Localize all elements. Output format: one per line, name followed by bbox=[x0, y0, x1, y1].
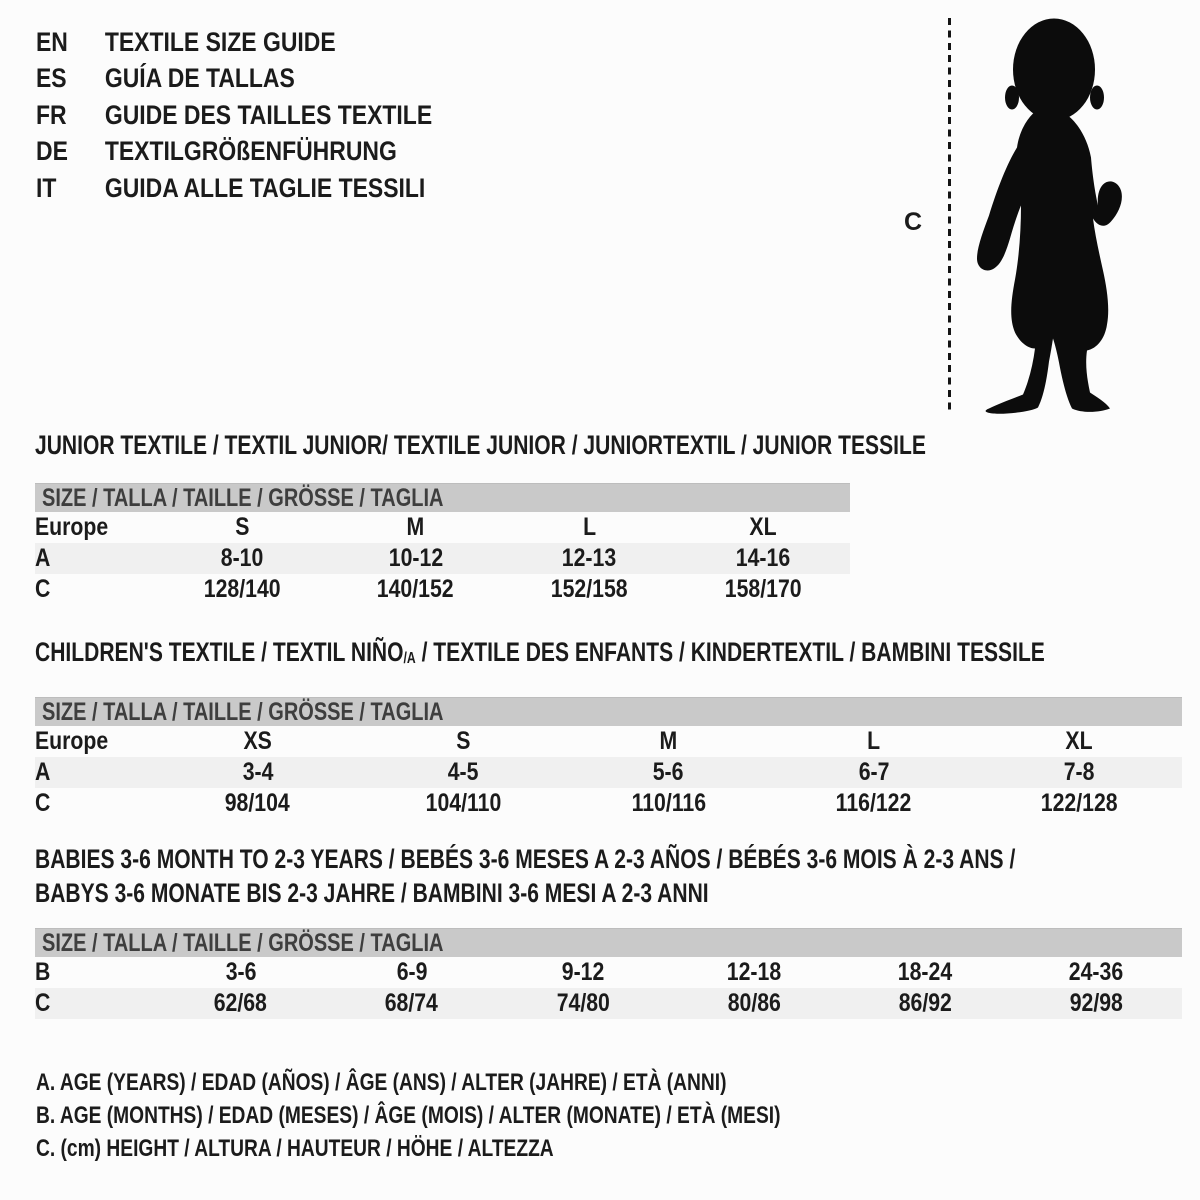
size-cell: 18-24 bbox=[898, 958, 953, 986]
section-title: JUNIOR TEXTILE / TEXTIL JUNIOR/ TEXTILE JUNIOR / JUNIORTEXTIL / JUNIOR TESSILE bbox=[35, 430, 926, 460]
junior-size-table bbox=[35, 512, 850, 605]
language-label: GUÍA DE TALLAS bbox=[104, 63, 295, 94]
toddler-silhouette-image bbox=[973, 16, 1133, 414]
size-cell: 10-12 bbox=[388, 544, 443, 572]
size-header-bar bbox=[35, 928, 1182, 957]
table-row-height bbox=[35, 788, 1182, 819]
section-title-line2: BABYS 3-6 MONATE BIS 2-3 JAHRE / BAMBINI 3-6 MESI A 2-3 ANNI bbox=[35, 878, 709, 908]
size-cell: M bbox=[659, 727, 678, 756]
language-row-fr bbox=[36, 97, 432, 134]
legend-notes bbox=[36, 1066, 967, 1165]
size-cell: 152/158 bbox=[550, 575, 628, 603]
language-code: IT bbox=[36, 172, 57, 203]
language-label: GUIDA ALLE TAGLIE TESSILI bbox=[104, 172, 426, 203]
size-cell: 98/104 bbox=[225, 789, 291, 818]
title-part: / TEXTILE DES ENFANTS / KINDERTEXTIL / BAMBINI TESSILE bbox=[415, 637, 1045, 667]
size-cell: 12-18 bbox=[726, 958, 782, 986]
size-cell: 4-5 bbox=[447, 758, 479, 787]
babies-size-table bbox=[35, 957, 1182, 1019]
size-cell: L bbox=[582, 513, 596, 541]
size-cell: 140/152 bbox=[377, 575, 455, 603]
size-cell: 12-13 bbox=[562, 544, 617, 572]
row-label: A bbox=[35, 544, 51, 572]
section-title bbox=[35, 637, 1045, 674]
size-cell: XL bbox=[749, 513, 777, 541]
size-cell: 6-7 bbox=[858, 758, 890, 787]
language-row-es bbox=[36, 61, 432, 98]
size-cell: XL bbox=[1065, 727, 1093, 756]
size-cell: 80/86 bbox=[727, 989, 781, 1017]
size-cell: 7-8 bbox=[1063, 758, 1095, 787]
height-dashed-line bbox=[948, 18, 951, 415]
size-cell: 74/80 bbox=[556, 989, 610, 1017]
row-label: C bbox=[35, 789, 51, 818]
row-label: A bbox=[35, 758, 51, 787]
language-row-it bbox=[36, 170, 432, 207]
size-cell: 5-6 bbox=[653, 758, 684, 787]
table-row-height bbox=[35, 574, 850, 605]
language-row-de bbox=[36, 134, 432, 171]
size-header-bar bbox=[35, 697, 1182, 726]
row-label: B bbox=[35, 958, 51, 986]
row-label: Europe bbox=[35, 513, 109, 541]
note-height-cm: C. (cm) HEIGHT / ALTURA / HAUTEUR / HÖHE / ALTEZZA bbox=[36, 1135, 554, 1162]
language-row-en bbox=[36, 24, 432, 61]
table-row-age bbox=[35, 543, 850, 574]
toddler-silhouette-svg bbox=[973, 16, 1133, 414]
row-label: C bbox=[35, 989, 51, 1017]
section-junior-textile bbox=[35, 430, 926, 605]
language-label: GUIDE DES TAILLES TEXTILE bbox=[104, 99, 433, 130]
size-cell: M bbox=[406, 513, 425, 541]
size-cell: 14-16 bbox=[735, 544, 791, 572]
table-row-height bbox=[35, 988, 1182, 1019]
height-measure-label: C bbox=[904, 208, 923, 236]
size-header-label: SIZE / TALLA / TAILLE / GRÖSSE / TAGLIA bbox=[42, 697, 444, 726]
language-list bbox=[36, 24, 502, 207]
section-babies-textile bbox=[35, 842, 1182, 1019]
row-label: Europe bbox=[35, 727, 109, 756]
size-cell: 110/116 bbox=[631, 789, 706, 818]
size-cell: 24-36 bbox=[1069, 958, 1124, 986]
size-header-label: SIZE / TALLA / TAILLE / GRÖSSE / TAGLIA bbox=[42, 483, 444, 512]
language-label: TEXTILE SIZE GUIDE bbox=[104, 26, 336, 57]
size-cell: L bbox=[867, 727, 881, 756]
size-cell: 3-6 bbox=[225, 958, 256, 986]
row-label: C bbox=[35, 575, 51, 603]
table-row-europe bbox=[35, 726, 1182, 757]
language-code: ES bbox=[36, 63, 67, 94]
size-cell: 68/74 bbox=[385, 989, 439, 1017]
section-childrens-textile bbox=[35, 637, 1182, 819]
table-row-age bbox=[35, 757, 1182, 788]
language-code: DE bbox=[36, 136, 68, 167]
table-row-europe bbox=[35, 512, 850, 543]
children-size-table bbox=[35, 726, 1182, 819]
size-cell: 92/98 bbox=[1069, 989, 1123, 1017]
language-code: FR bbox=[36, 99, 67, 130]
size-cell: S bbox=[234, 513, 249, 541]
size-cell: 8-10 bbox=[220, 544, 264, 572]
language-label: TEXTILGRÖßENFÜHRUNG bbox=[104, 136, 397, 167]
section-title-line1: BABIES 3-6 MONTH TO 2-3 YEARS / BEBÉS 3-6 MESES A 2-3 AÑOS / BÉBÉS 3-6 MOIS À 2-3 ANS / bbox=[35, 844, 1016, 874]
title-subscript: /A bbox=[403, 650, 416, 668]
size-cell: 116/122 bbox=[836, 789, 912, 818]
size-cell: 6-9 bbox=[396, 958, 428, 986]
size-cell: 86/92 bbox=[898, 989, 952, 1017]
size-cell: S bbox=[455, 727, 471, 756]
size-cell: 158/170 bbox=[724, 575, 802, 603]
size-header-label: SIZE / TALLA / TAILLE / GRÖSSE / TAGLIA bbox=[42, 928, 444, 957]
size-cell: XS bbox=[243, 727, 272, 756]
size-cell: 128/140 bbox=[203, 575, 281, 603]
size-header-bar bbox=[35, 483, 850, 512]
size-cell: 3-4 bbox=[242, 758, 274, 787]
language-code: EN bbox=[36, 26, 68, 57]
size-cell: 104/110 bbox=[425, 789, 501, 818]
title-part: CHILDREN'S TEXTILE / TEXTIL NIÑO bbox=[35, 637, 404, 667]
size-cell: 122/128 bbox=[1040, 789, 1118, 818]
size-cell: 9-12 bbox=[561, 958, 605, 986]
note-age-years: A. AGE (YEARS) / EDAD (AÑOS) / ÂGE (ANS) / ALTER (JAHRE) / ETÀ (ANNI) bbox=[36, 1069, 727, 1096]
note-age-months: B. AGE (MONTHS) / EDAD (MESES) / ÂGE (MOIS) / ALTER (MONATE) / ETÀ (MESI) bbox=[36, 1102, 781, 1129]
table-row-months bbox=[35, 957, 1182, 988]
size-cell: 62/68 bbox=[213, 989, 268, 1017]
